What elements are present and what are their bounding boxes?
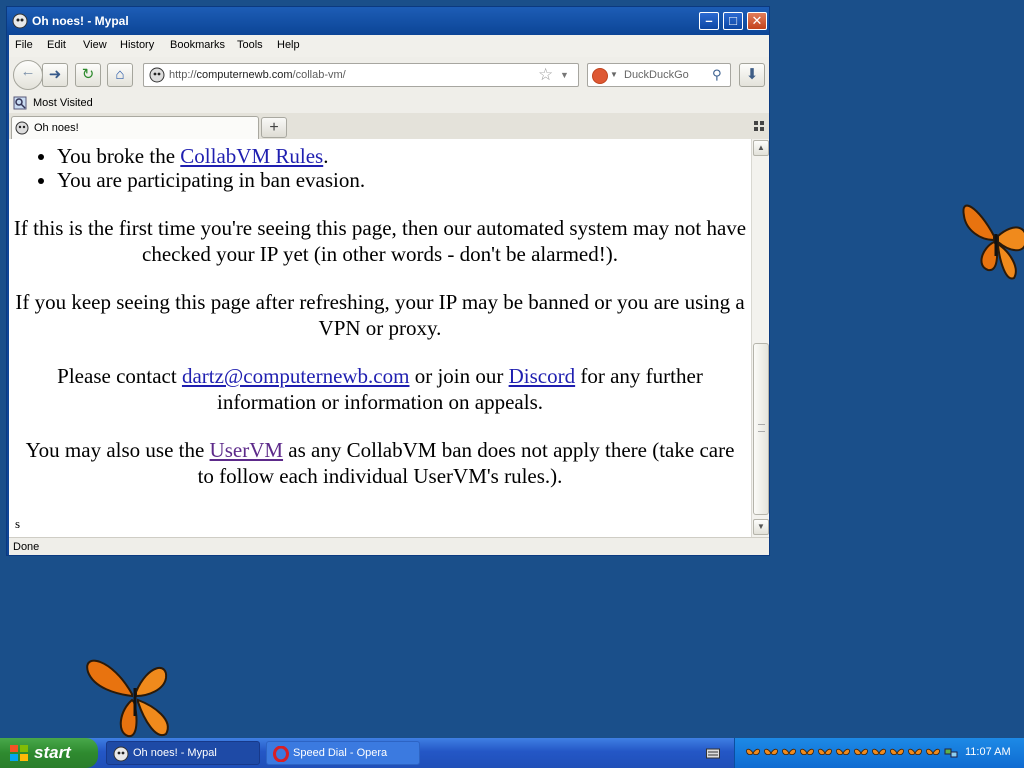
maximize-button[interactable]: □ [723,12,743,30]
menu-help[interactable]: Help [277,39,300,51]
butterfly-tray-icon[interactable] [817,747,833,759]
most-visited-bookmark[interactable]: Most Visited [33,97,93,109]
network-tray-icon[interactable] [943,747,959,759]
scroll-up-button[interactable]: ▲ [753,140,769,156]
uservm-link[interactable]: UserVM [209,438,284,462]
butterfly-tray-icon[interactable] [889,747,905,759]
butterfly-tray-icon[interactable] [853,747,869,759]
paragraph-uservm: You may also use the UserVM as any CollabVM ban does not apply there (take care to follow each individual UserVM's rules.). [25,438,735,488]
url-dropdown-icon[interactable]: ▼ [560,70,569,80]
window-title: Oh noes! - Mypal [32,14,129,28]
menu-history[interactable]: History [120,39,155,51]
site-favicon-icon [149,67,165,83]
system-tray [734,738,1024,768]
status-bar [9,537,769,555]
mypal-app-icon [12,13,28,29]
discord-link[interactable]: Discord [508,364,576,388]
butterfly-tray-icon[interactable] [871,747,887,759]
task-label: Oh noes! - Mypal [133,747,217,759]
email-link[interactable]: dartz@computernewb.com [181,364,410,388]
keyboard-icon[interactable] [706,747,720,759]
windows-flag-icon [9,744,29,762]
plus-icon: + [269,119,279,136]
menu-view[interactable]: View [83,39,107,51]
menu-file[interactable]: File [15,39,33,51]
butterfly-tray-icon[interactable] [907,747,923,759]
paragraph-contact: Please contact dartz@computernewb.com or join our Discord for any further information or information on appeals. [57,364,703,414]
start-button[interactable] [0,738,98,768]
task-label: Speed Dial - Opera [293,747,388,759]
butterfly-tray-icon[interactable] [781,747,797,759]
list-all-tabs-icon[interactable] [753,120,765,132]
new-tab-button[interactable] [261,117,287,138]
vertical-scrollbar[interactable] [751,139,769,537]
butterfly-decoration [82,648,178,740]
list-item: • You are participating in ban evasion. [57,167,365,193]
search-icon[interactable]: ⚲ [712,67,722,82]
opera-icon [273,746,289,762]
forward-arrow-icon: ➜ [48,66,62,83]
bookmarks-toolbar [9,93,769,113]
scroll-grip-icon [758,424,765,432]
ban-reasons-list [57,143,365,191]
butterfly-decoration [958,196,1024,282]
forward-button[interactable] [42,63,68,87]
taskbar-item-opera[interactable] [266,741,420,765]
back-button[interactable] [13,60,43,90]
downloads-button[interactable] [739,63,765,87]
taskbar-item-mypal[interactable] [106,741,260,765]
most-visited-icon [13,96,27,110]
search-input[interactable]: DuckDuckGo [624,69,689,81]
menu-tools[interactable]: Tools [237,39,263,51]
paragraph-first-time: If this is the first time you're seeing this page, then our automated system may not have checked your IP yet (in other words - don't be alarmed!). [13,216,747,266]
start-label: start [34,743,71,762]
scroll-thumb[interactable] [753,343,769,515]
taskbar [0,738,1024,768]
butterfly-tray-icon[interactable] [925,747,941,759]
close-button[interactable]: ✕ [747,12,767,30]
reload-button[interactable] [75,63,101,87]
browser-window [6,6,770,556]
bookmark-star-icon[interactable]: ☆ [538,65,554,84]
paragraph-keep-seeing: If you keep seeing this page after refreshing, your IP may be banned or you are using a VPN or proxy. [15,290,745,340]
home-icon: ⌂ [115,66,125,83]
url-bar[interactable] [143,63,579,87]
page-content [9,139,751,537]
download-arrow-icon: ⬇ [745,66,759,83]
navigation-toolbar [9,57,769,93]
engine-dropdown-icon[interactable]: ▼ [610,70,618,79]
search-bar[interactable] [587,63,731,87]
tab-bar [9,113,769,139]
tab-favicon-icon [15,121,29,135]
mypal-icon [113,746,129,762]
tab-oh-noes[interactable] [11,116,259,139]
duckduckgo-icon[interactable] [592,68,608,84]
back-arrow-icon: ← [20,63,36,80]
menu-edit[interactable]: Edit [47,39,66,51]
status-text: Done [13,541,40,553]
list-item: • You broke the CollabVM Rules. [57,143,365,169]
tab-label: Oh noes! [34,122,79,134]
reload-icon: ↻ [81,66,95,83]
clock[interactable]: 11:07 AM [965,746,1011,758]
url-text[interactable]: http://computernewb.com/collab-vm/ [169,69,346,81]
butterfly-tray-icon[interactable] [799,747,815,759]
menu-bookmarks[interactable]: Bookmarks [170,39,226,51]
scroll-down-button[interactable]: ▼ [753,519,769,535]
collabvm-rules-link[interactable]: CollabVM Rules [180,144,324,168]
stray-text: s [15,516,21,531]
butterfly-tray-icon[interactable] [835,747,851,759]
minimize-button[interactable]: – [699,12,719,30]
title-bar[interactable] [7,7,769,35]
menu-bar [9,35,769,57]
butterfly-tray-icon[interactable] [745,747,761,759]
butterfly-tray-icon[interactable] [763,747,779,759]
home-button[interactable] [107,63,133,87]
